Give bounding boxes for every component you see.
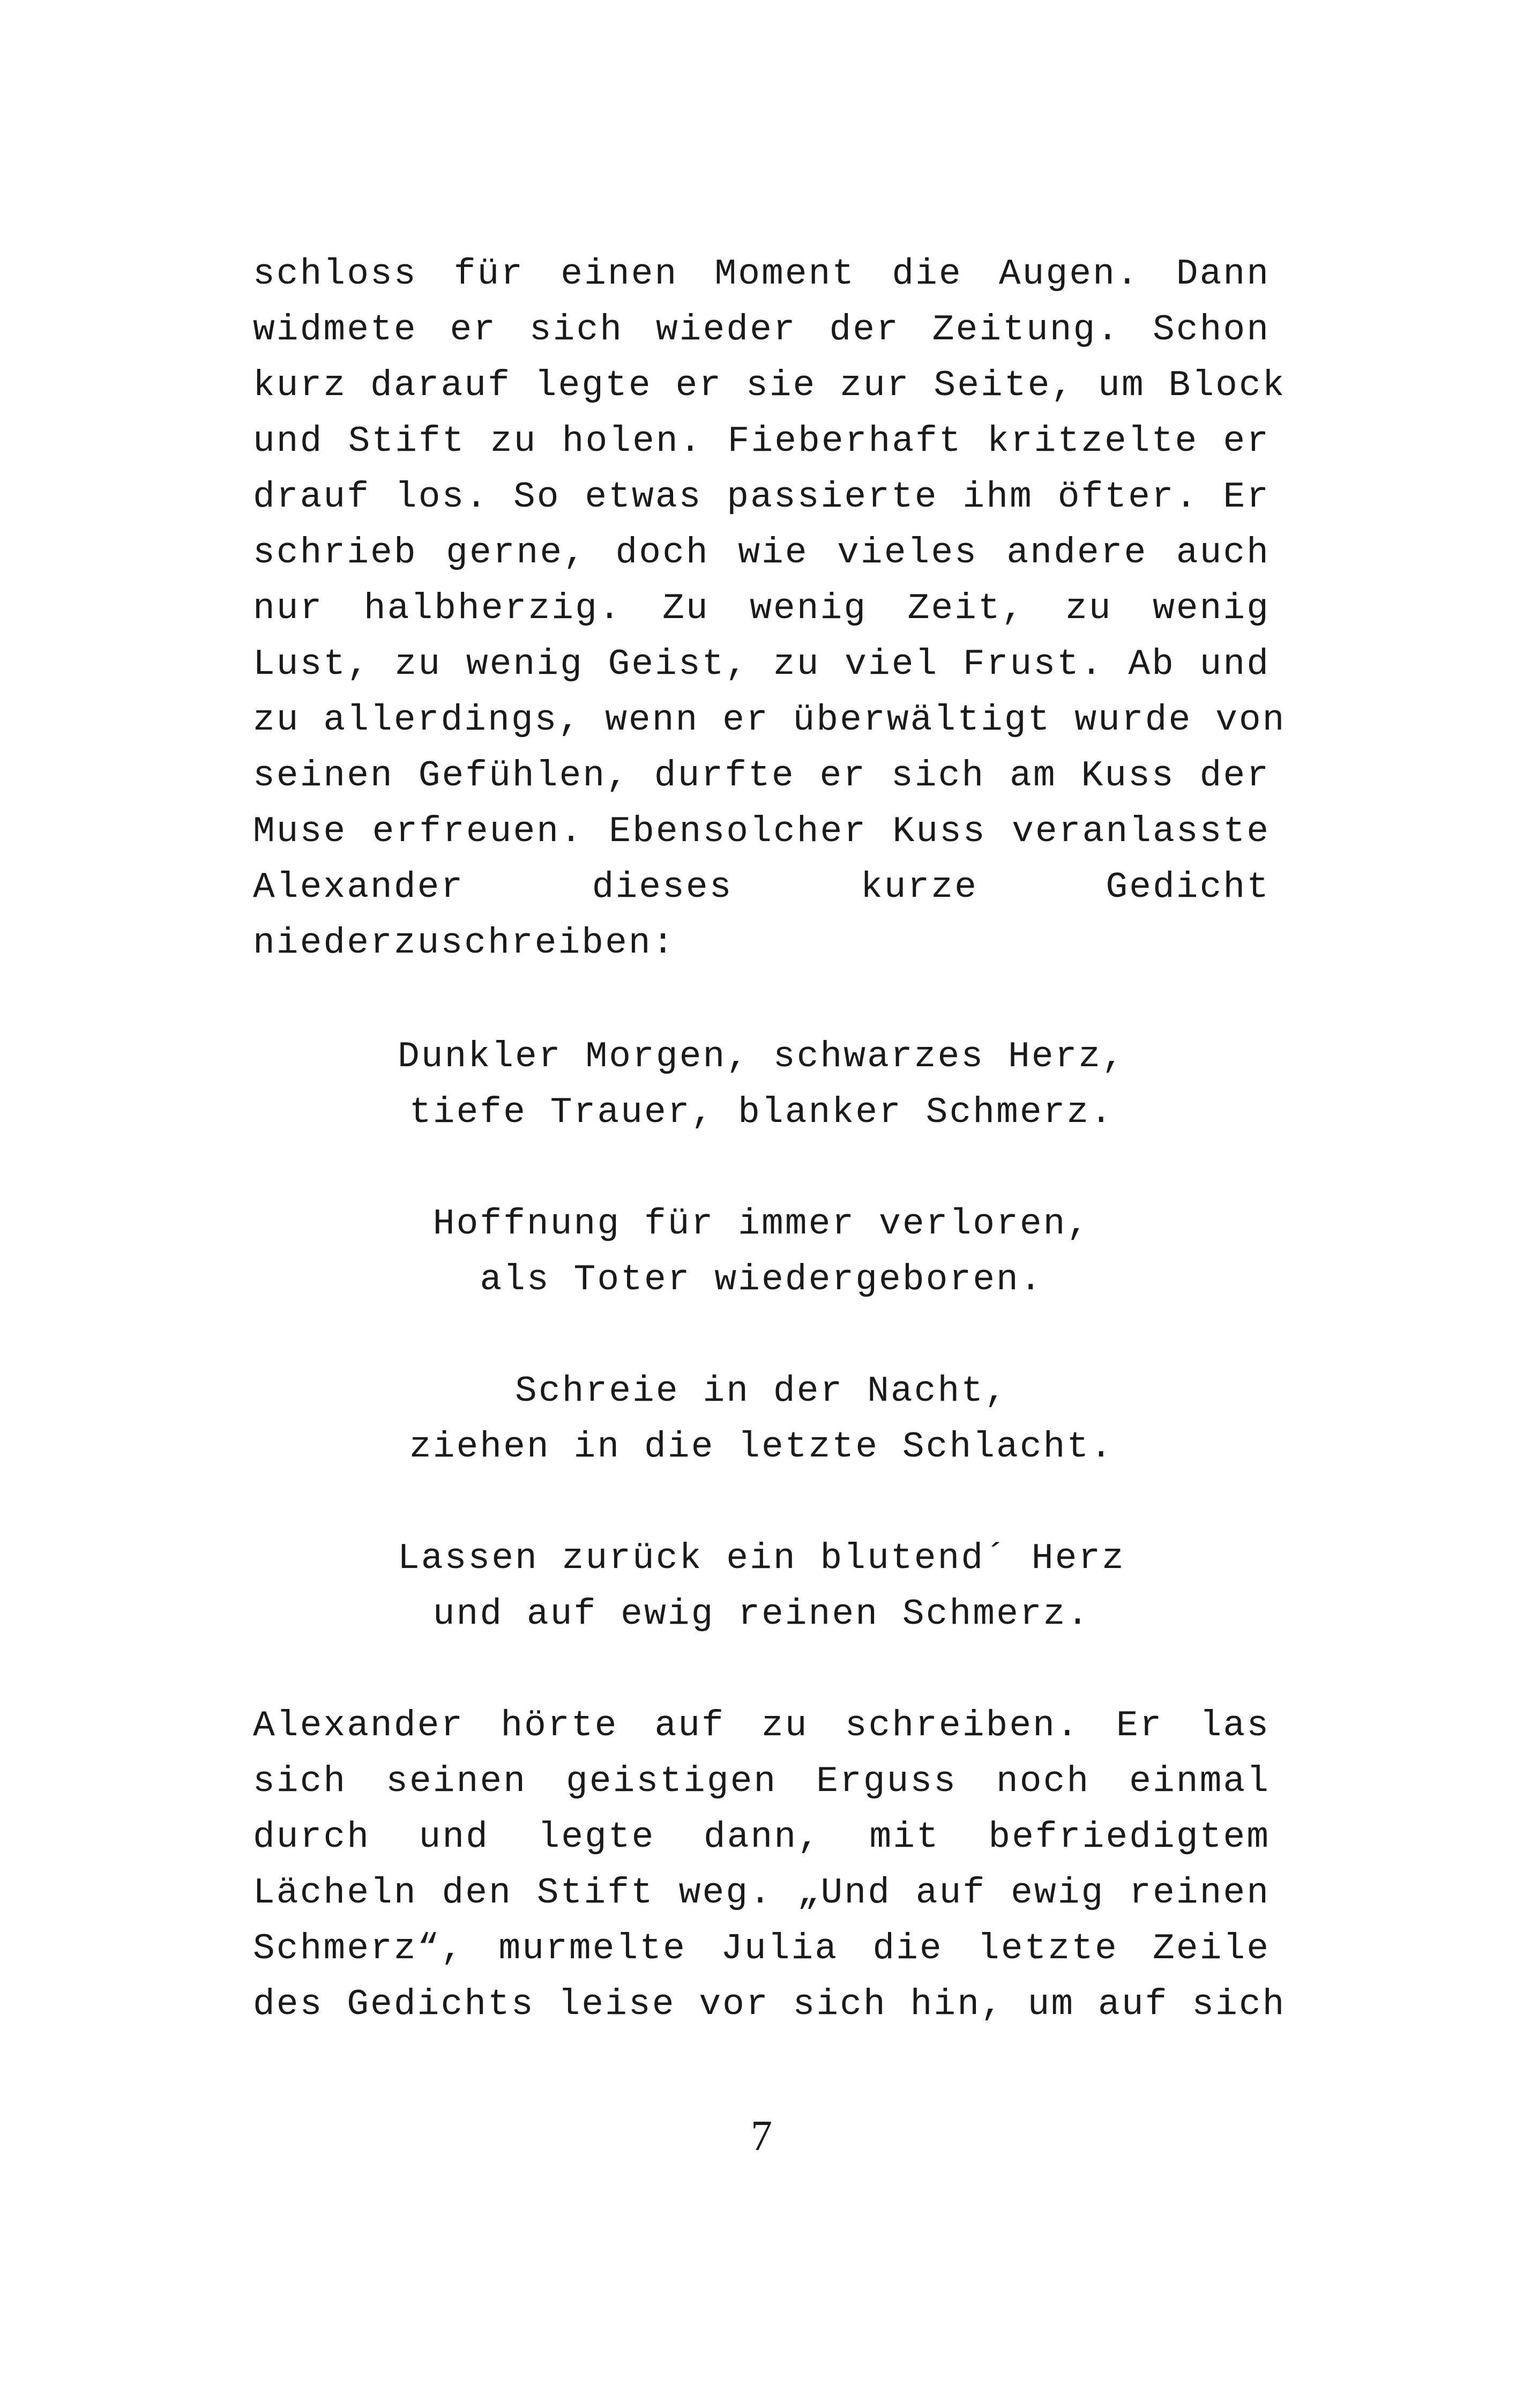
poem-stanza: [253, 1364, 1270, 1475]
poem-stanza: [253, 1029, 1270, 1141]
poem: [253, 1029, 1270, 1141]
text-line: Lächeln den Stift weg. „Und auf ewig reinen: [253, 1872, 1270, 1914]
text-line: widmete er sich wieder der Zeitung. Schon: [253, 309, 1270, 351]
text-line: Alexander hörte auf zu schreiben. Er las: [253, 1705, 1270, 1746]
text-line: Muse erfreuen. Ebensolcher Kuss veranlasste: [253, 811, 1270, 852]
text-line: nur halbherzig. Zu wenig Zeit, zu wenig: [253, 588, 1270, 629]
text-line: niederzuschreiben:: [253, 923, 676, 964]
text-line: sich seinen geistigen Erguss noch einmal: [253, 1761, 1270, 1802]
poem-line: als Toter wiedergeboren.: [480, 1259, 1043, 1300]
paragraph-2: [253, 1698, 1286, 2033]
poem-stanza: [253, 1531, 1270, 1643]
text-line: durch und legte dann, mit befriedigtem: [253, 1817, 1270, 1858]
page-number: 7: [751, 2113, 772, 2160]
poem-stanza: [253, 1196, 1270, 1308]
text-line: Schmerz“, murmelte Julia die letzte Zeile: [253, 1928, 1270, 1969]
poem-line: Hoffnung für immer verloren,: [432, 1203, 1091, 1245]
text-line: Alexander dieses kurze Gedicht: [253, 867, 1270, 908]
paragraph-1: [253, 247, 1286, 971]
poem-line: Lassen zurück ein blutend´ Herz: [397, 1538, 1125, 1579]
text-line: drauf los. So etwas passierte ihm öfter. Er: [253, 477, 1270, 518]
poem-line: Schreie in der Nacht,: [515, 1371, 1008, 1412]
text-line: zu allerdings, wenn er überwältigt wurde von: [253, 700, 1286, 741]
poem-line: ziehen in die letzte Schlacht.: [409, 1426, 1114, 1468]
poem-line: Dunkler Morgen, schwarzes Herz,: [397, 1036, 1125, 1077]
text-line: und Stift zu holen. Fieberhaft kritzelte er: [253, 421, 1270, 462]
text-line: Lust, zu wenig Geist, zu viel Frust. Ab und: [253, 644, 1270, 685]
text-line: kurz darauf legte er sie zur Seite, um Block: [253, 365, 1286, 406]
poem: [253, 1531, 1270, 1643]
poem: [253, 1196, 1270, 1308]
text-line: seinen Gefühlen, durfte er sich am Kuss der: [253, 755, 1270, 797]
text-line: des Gedichts leise vor sich hin, um auf sich: [253, 1984, 1286, 2025]
text-line: schrieb gerne, doch wie vieles andere auch: [253, 532, 1270, 574]
poem: [253, 1364, 1270, 1475]
poem-line: tiefe Trauer, blanker Schmerz.: [409, 1092, 1114, 1133]
text-line: schloss für einen Moment die Augen. Dann: [253, 254, 1270, 295]
poem-line: und auf ewig reinen Schmerz.: [432, 1594, 1091, 1635]
